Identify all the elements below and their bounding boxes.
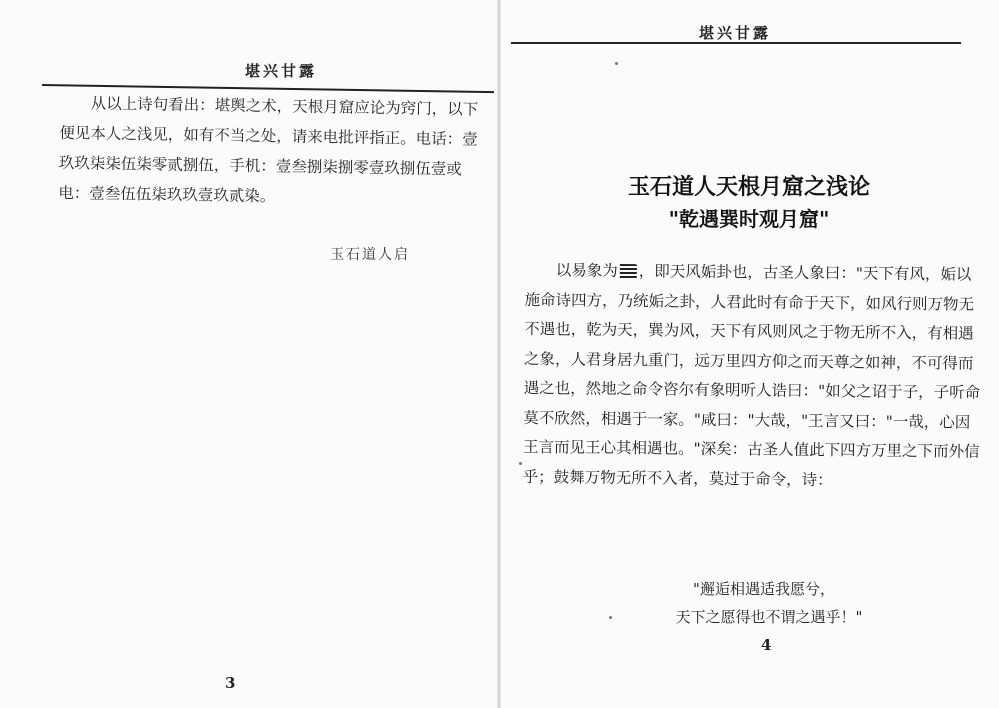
left-page: [0, 0, 499, 708]
scan-speck: [519, 462, 522, 465]
verse-line-1: "邂逅相遇适我愿兮，: [693, 580, 835, 598]
article-subtitle: "乾遇巽时观月窟": [668, 207, 830, 231]
paragraph-lead: 以易象为: [555, 261, 618, 280]
right-page: [499, 0, 999, 708]
article-title: 玉石道人天根月窟之浅论: [627, 175, 870, 200]
left-paragraph: 从以上诗句看出：堪舆之术，天根月窟应论为窍门，以下便见本人之浅见，如有不当之处，请来电批评指正。电话：壹玖玖柒柒伍柒零贰捌伍，手机：壹叁捌柒捌零壹玖捌伍壹或电：壹叁伍伍柒玖玖壹玖贰染。: [58, 94, 479, 206]
paragraph-rest: ，即天风姤卦也，古圣人象曰："天下有风，姤以施命诗四方，乃统姤之卦，人君此时有命于天下，如风行则万物无不遇也，乾为天，巽为风，天下有风则风之于物无所不入，有相遇之象，人君身居九重门，远万里四方仰之而天尊之如神，不可得而遇之也，然地之命令咨尔有象明听人诰曰："如父之诏于子，子听命莫不欣然，相遇于一家。"咸曰："大哉，"王言又曰："一哉，心因王言而见王心其相遇也。"深矣：古圣人值此下四方万里之下而外信乎；鼓舞万物无所不入者，莫过于命令，诗：: [522, 262, 981, 489]
right-header-title: 堪兴甘露: [699, 24, 772, 42]
verse-line-2: 天下之愿得也不谓之遇乎！": [675, 608, 863, 626]
right-paragraph: [523, 256, 985, 497]
page-number-left: 3: [225, 674, 236, 692]
scan-speck: [609, 616, 612, 619]
left-body-text: [58, 88, 480, 215]
scan-speck: [615, 62, 618, 65]
page-number-right: 4: [761, 636, 772, 654]
left-header-title: 堪兴甘露: [245, 62, 318, 80]
signature: 玉石道人启: [330, 247, 410, 263]
hexagram-gou-icon: [620, 264, 637, 278]
right-body-text: [523, 256, 985, 497]
right-header-rule: [511, 42, 961, 44]
